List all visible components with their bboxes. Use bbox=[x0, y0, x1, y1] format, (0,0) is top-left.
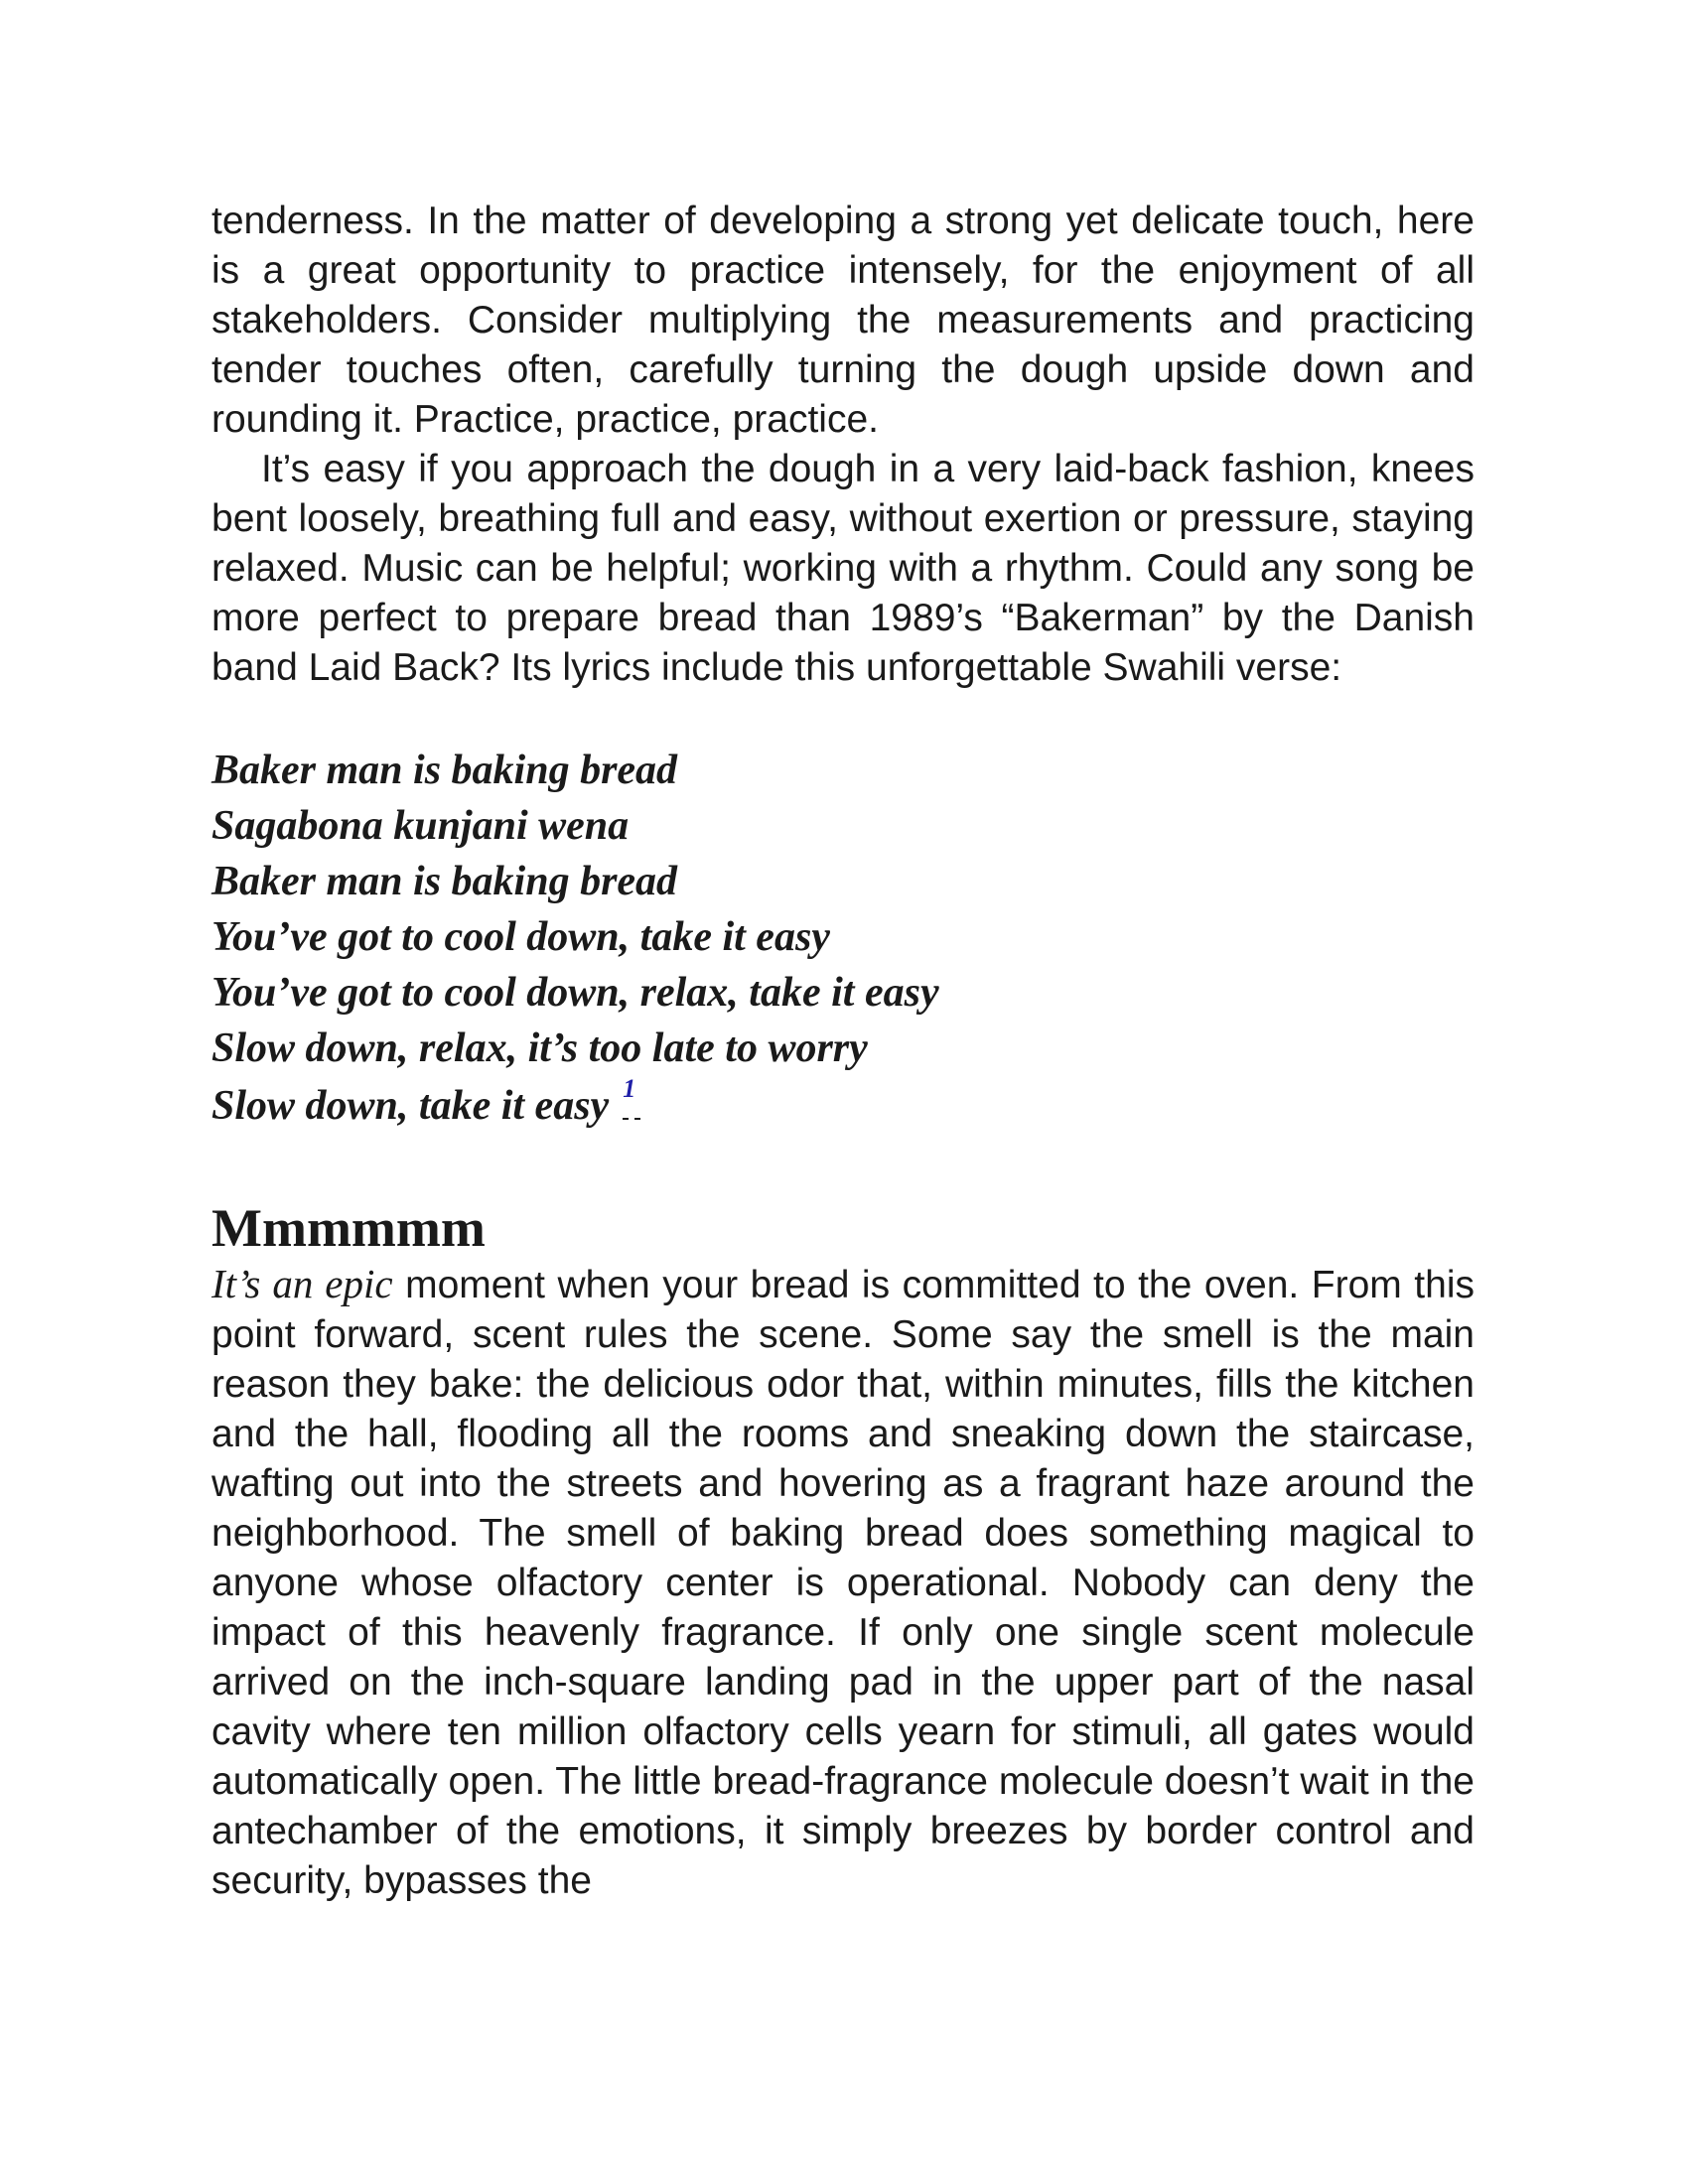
verse-line-3: Baker man is baking bread bbox=[211, 859, 678, 904]
verse-line-6: Slow down, relax, it’s too late to worry bbox=[211, 1025, 868, 1071]
paragraph-tenderness: tenderness. In the matter of developing a strong yet delicate touch, here is a great opportunity to practice intensely, for the enjoyment of all stakeholders. Consider multiplying the measurements and practicing tender touches often, carefully turning the dough upside down and rounding it. Practice, practice, practice. bbox=[211, 200, 1475, 441]
verse-line-2: Sagabona kunjani wena bbox=[211, 803, 630, 849]
section-heading: Mmmmmm bbox=[211, 1198, 486, 1258]
verse-line-7-text: Slow down, take it easy bbox=[211, 1083, 610, 1129]
page-content bbox=[211, 197, 1475, 1906]
footnote-reference-link[interactable]: 1 bbox=[623, 1074, 636, 1103]
lead-italic-phrase: It’s an epic bbox=[211, 1261, 393, 1306]
lyrics-verse bbox=[211, 743, 1475, 1134]
paragraph-mmmmmm-body: moment when your bread is committed to the oven. From this point forward, scent rules the scene. Some say the smell is the main reason they bake: the delicious odor that, within minutes, fills the kitchen and the hall, flooding all the rooms and sneaking down the staircase, wafting out into the streets and hovering as a fragrant haze around the neighborhood. The smell of baking bread does something magical to anyone whose olfactory center is operational. Nobody can deny the impact of this heavenly fragrance. If only one single scent molecule arrived on the inch-square landing pad in the upper part of the nasal cavity where ten million olfactory cells yearn for stimuli, all gates would automatically open. The little bread-fragrance molecule doesn’t wait in the antechamber of the emotions, it simply breezes by border control and security, bypasses the bbox=[211, 1264, 1475, 1902]
paragraph-mmmmmm bbox=[211, 1259, 1475, 1906]
verse-line-5: You’ve got to cool down, relax, take it easy bbox=[211, 970, 939, 1016]
verse-line-7 bbox=[211, 1076, 1475, 1134]
paragraph-laid-back: It’s easy if you approach the dough in a very laid-back fashion, knees bent loosely, breathing full and easy, without exertion or pressure, staying relaxed. Music can be helpful; working with a rhythm. Could any song be more perfect to prepare bread than 1989’s “Bakerman” by the Danish band Laid Back? Its lyrics include this unforgettable Swahili verse: bbox=[211, 448, 1475, 689]
verse-line-1: Baker man is baking bread bbox=[211, 748, 678, 793]
verse-line-4: You’ve got to cool down, take it easy bbox=[211, 914, 830, 960]
